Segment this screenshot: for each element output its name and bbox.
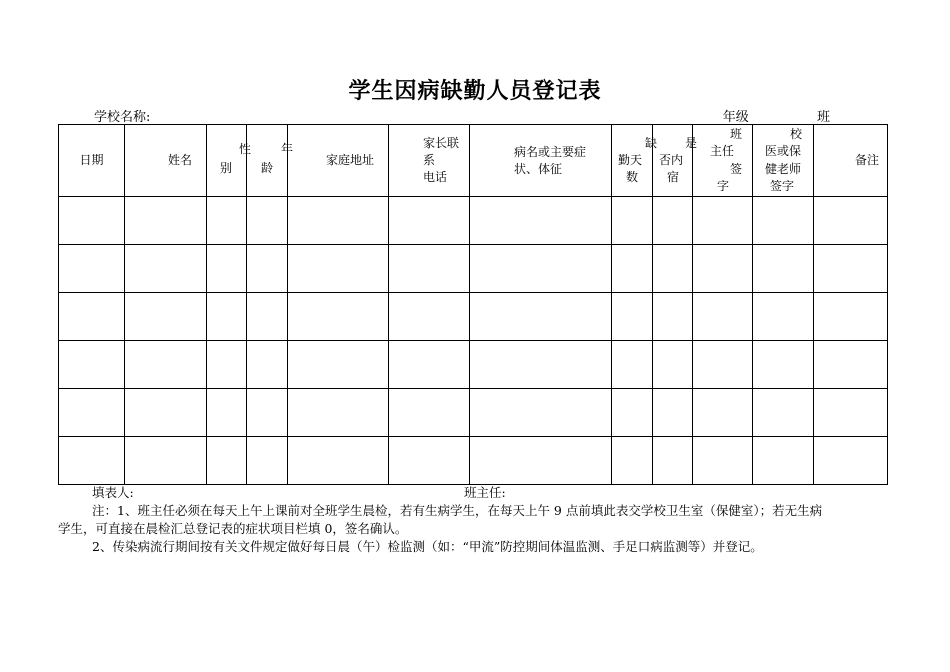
header-parent-phone: 家长联 系 电话 xyxy=(389,125,470,197)
table-cell[interactable] xyxy=(753,341,814,389)
header-boarding: 是 否内 宿 xyxy=(653,125,693,197)
header-date: 日期 xyxy=(59,125,125,197)
table-cell[interactable] xyxy=(247,245,288,293)
note-1-line-2: 学生，可直接在晨检汇总登记表的症状项目栏填 0，签名确认。 xyxy=(58,521,408,536)
class-label: 班 xyxy=(816,110,830,125)
table-cell[interactable] xyxy=(612,437,653,485)
table-cell[interactable] xyxy=(125,341,207,389)
table-cell[interactable] xyxy=(814,437,888,485)
table-row xyxy=(59,389,888,437)
header-doctor-sign: 校 医或保 健老师 签字 xyxy=(753,125,814,197)
header-symptoms: 病名或主要症 状、体征 xyxy=(470,125,612,197)
table-cell[interactable] xyxy=(389,293,470,341)
grade-blank[interactable] xyxy=(641,110,719,125)
table-cell[interactable] xyxy=(753,437,814,485)
table-cell[interactable] xyxy=(389,197,470,245)
table-cell[interactable] xyxy=(288,437,389,485)
table-cell[interactable] xyxy=(247,293,288,341)
table-cell[interactable] xyxy=(470,245,612,293)
table-cell[interactable] xyxy=(247,437,288,485)
grade-class-area xyxy=(641,106,830,125)
table-cell[interactable] xyxy=(753,197,814,245)
table-cell[interactable] xyxy=(693,293,753,341)
table-cell[interactable] xyxy=(247,341,288,389)
table-cell[interactable] xyxy=(470,341,612,389)
table-cell[interactable] xyxy=(612,341,653,389)
table-cell[interactable] xyxy=(653,197,693,245)
header-age: 年 龄 xyxy=(247,125,288,197)
table-cell[interactable] xyxy=(470,437,612,485)
table-cell[interactable] xyxy=(753,389,814,437)
school-name-label: 学校名称: xyxy=(94,110,151,125)
table-cell[interactable] xyxy=(814,341,888,389)
table-cell[interactable] xyxy=(693,389,753,437)
table-cell[interactable] xyxy=(693,341,753,389)
table-cell[interactable] xyxy=(653,245,693,293)
table-cell[interactable] xyxy=(814,197,888,245)
table-cell[interactable] xyxy=(470,389,612,437)
table-cell[interactable] xyxy=(389,389,470,437)
form-title: 学生因病缺勤人员登记表 xyxy=(348,79,602,104)
form-footer xyxy=(58,484,887,556)
table-cell[interactable] xyxy=(59,437,125,485)
note-2: 2、传染病流行期间按有关文件规定做好每日晨（午）检监测（如：“甲流”防控期间体温监测、手足口病监测等）并登记。 xyxy=(92,539,763,554)
table-cell[interactable] xyxy=(653,437,693,485)
table-cell[interactable] xyxy=(125,389,207,437)
table-cell[interactable] xyxy=(612,389,653,437)
table-cell[interactable] xyxy=(693,437,753,485)
table-cell[interactable] xyxy=(470,197,612,245)
table-cell[interactable] xyxy=(59,293,125,341)
table-cell[interactable] xyxy=(59,245,125,293)
grade-label: 年级 xyxy=(722,110,749,125)
table-cell[interactable] xyxy=(814,389,888,437)
table-cell[interactable] xyxy=(389,245,470,293)
table-cell[interactable] xyxy=(207,245,247,293)
table-cell[interactable] xyxy=(59,197,125,245)
table-cell[interactable] xyxy=(207,293,247,341)
registration-table xyxy=(58,124,888,485)
note-1-line-1: 注：1、班主任必须在每天上午上课前对全班学生晨检，若有生病学生，在每天上午 9 点前填此表交学校卫生室（保健室）；若无生病 xyxy=(92,503,823,518)
table-cell[interactable] xyxy=(693,197,753,245)
class-teacher-label: 班主任: xyxy=(464,485,506,500)
table-cell[interactable] xyxy=(247,197,288,245)
filler-label: 填表人: xyxy=(92,485,134,500)
table-row xyxy=(59,437,888,485)
table-cell[interactable] xyxy=(693,245,753,293)
table-row xyxy=(59,197,888,245)
table-cell[interactable] xyxy=(653,293,693,341)
table-cell[interactable] xyxy=(470,293,612,341)
table-cell[interactable] xyxy=(814,245,888,293)
table-row xyxy=(59,245,888,293)
table-cell[interactable] xyxy=(288,197,389,245)
table-cell[interactable] xyxy=(612,293,653,341)
header-remarks: 备注 xyxy=(814,125,888,197)
table-cell[interactable] xyxy=(59,341,125,389)
table-cell[interactable] xyxy=(753,293,814,341)
table-cell[interactable] xyxy=(59,389,125,437)
header-sex: 性 别 xyxy=(207,125,247,197)
table-cell[interactable] xyxy=(814,293,888,341)
table-cell[interactable] xyxy=(288,293,389,341)
table-body xyxy=(59,197,888,485)
table-row xyxy=(59,293,888,341)
header-absent-days: 缺 勤天 数 xyxy=(612,125,653,197)
header-address: 家庭地址 xyxy=(288,125,389,197)
table-cell[interactable] xyxy=(612,245,653,293)
table-cell[interactable] xyxy=(288,389,389,437)
table-cell[interactable] xyxy=(125,245,207,293)
header-class-teacher-sign: 班 主任 签 字 xyxy=(693,125,753,197)
table-cell[interactable] xyxy=(207,389,247,437)
table-cell[interactable] xyxy=(207,437,247,485)
table-cell[interactable] xyxy=(389,437,470,485)
table-cell[interactable] xyxy=(207,341,247,389)
table-cell[interactable] xyxy=(653,341,693,389)
table-cell[interactable] xyxy=(125,437,207,485)
table-cell[interactable] xyxy=(288,341,389,389)
class-blank[interactable] xyxy=(749,110,809,125)
table-cell[interactable] xyxy=(612,197,653,245)
header-row xyxy=(59,125,888,197)
table-cell[interactable] xyxy=(288,245,389,293)
table-cell[interactable] xyxy=(653,389,693,437)
table-cell[interactable] xyxy=(389,341,470,389)
table-cell[interactable] xyxy=(753,245,814,293)
table-cell[interactable] xyxy=(247,389,288,437)
school-info-row xyxy=(94,106,830,126)
table-cell[interactable] xyxy=(207,197,247,245)
table-cell[interactable] xyxy=(125,293,207,341)
table-cell[interactable] xyxy=(125,197,207,245)
header-name: 姓名 xyxy=(125,125,207,197)
table-row xyxy=(59,341,888,389)
